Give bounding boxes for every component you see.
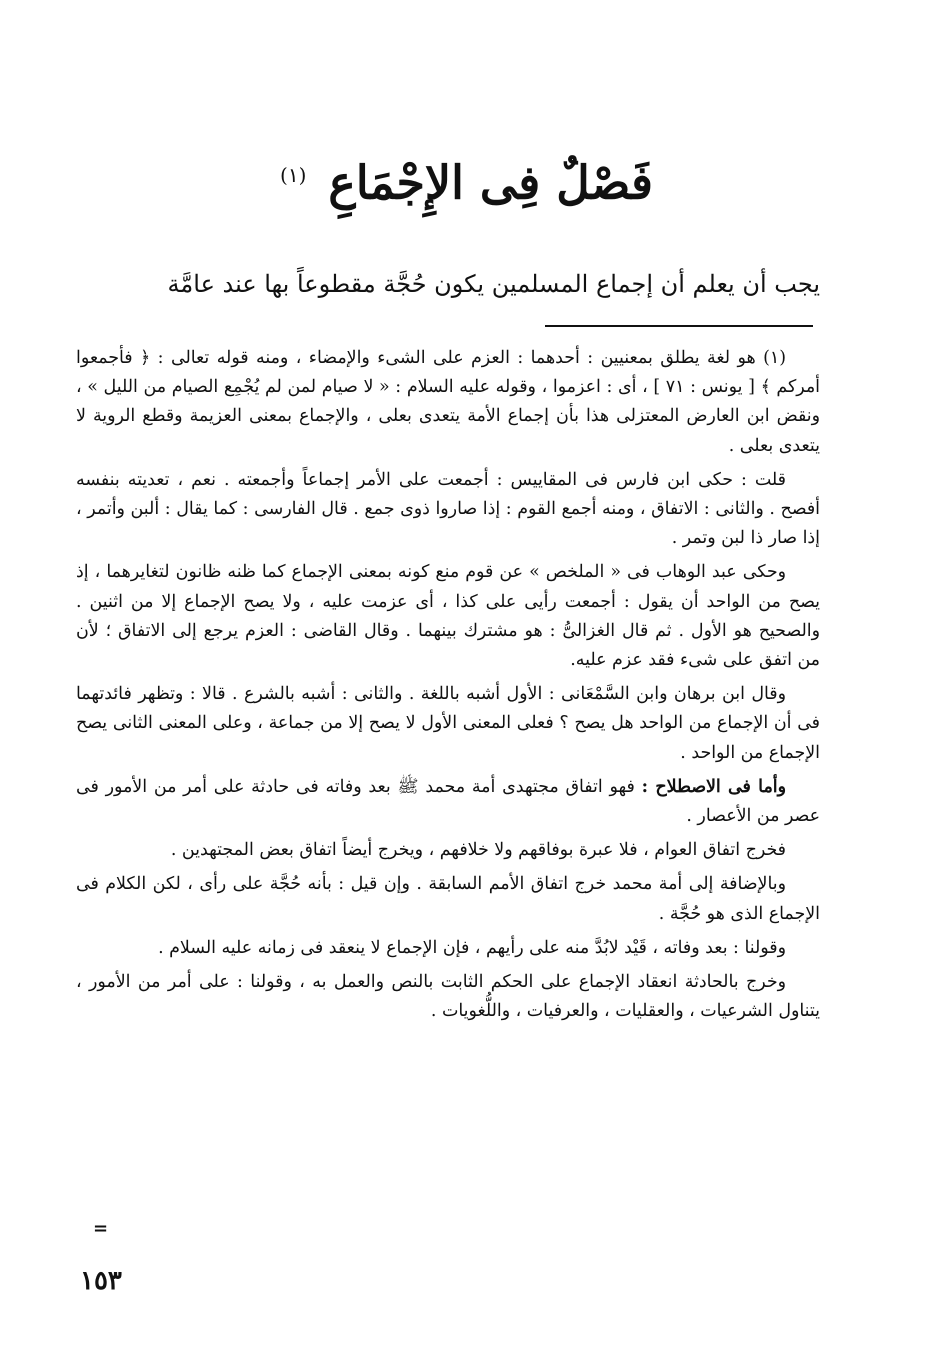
footnote-paragraph: وحكى عبد الوهاب فى « الملخص » عن قوم منع كونه بمعنى الإجماع كما ظنه ظانون لتغايرهما ، إذ يصح من الواحد أن يقول : أجمعت رأيى على كذا ، أى عزمت عليه ، ولا يصح الإجماع إلا من اثنين . والصحيح هو الأول . ثم قال الغزالىُّ : هو مشترك بينهما . وقال القاضى : العزم يرجع إلى الاتفاق ؛ لأن من اتفق على شىء فقد عزم عليه. (76, 562, 820, 671)
footnote-paragraph (76, 773, 820, 831)
section-title-text: فَصْلٌ فِى الإِجْمَاعِ (328, 155, 653, 210)
footnote-paragraph: فخرج اتفاق العوام ، فلا عبرة بوفاقهم ولا خلافهم ، ويخرج أيضاً اتفاق بعض المجتهدين . (170, 840, 786, 861)
section-title (0, 135, 933, 222)
footnote-paragraph: وخرج بالحادثة انعقاد الإجماع على الحكم الثابت بالنص والعمل به ، وقولنا : على أمر من الأمور ، يتناول الشرعيات ، والعقليات ، والعرفيات ، واللُّغويات . (76, 972, 820, 1022)
footnote-separator-rule (545, 325, 813, 327)
page-number: ١٥٣ (80, 1266, 122, 1296)
footnote-paragraph: وقولنا : بعد وفاته ، قَيْد لابُدَّ منه على رأيهم ، فإن الإجماع لا ينعقد فى زمانه عليه السلام . (158, 937, 786, 958)
footnote-paragraph: (١) هو لغة يطلق بمعنيين : أحدهما : العزم على الشىء والإمضاء ، ومنه قوله تعالى : ﴿ فأجمعوا أمركم ﴾ [ يونس : ٧١ ] ، أى : اعزموا ، وقوله عليه السلام : « لا صيام لمن لم يُجْمِع الصيام من الليل » ، ونقض ابن العارض المعتزلى هذا بأن إجماع الأمة يتعدى بعلى ، والإجماع بمعنى العزيمة وقطع الروية لا يتعدى بعلى . (76, 348, 821, 456)
title-footnote-ref: (١) (280, 163, 307, 187)
footnote-paragraph: وبالإضافة إلى أمة محمد خرج اتفاق الأمم السابقة . وإن قيل : بأنه حُجَّة على رأى ، لكن الكلام فى الإجماع الذى هو حُجَّة . (76, 874, 820, 924)
main-text-line: يجب أن يعلم أن إجماع المسلمين يكون حُجَّة مقطوعاً بها عند عامَّة (167, 270, 820, 298)
footnotes-block (76, 344, 820, 1031)
continuation-mark: = (93, 1218, 109, 1239)
footnote-term: وأما فى الاصطلاح : (641, 776, 787, 797)
footnote-paragraph-text: فهو اتفاق مجتهدى أمة محمد ﷺ بعد وفاته فى حادثة على أمر من الأمور فى عصر من الأعصار . (76, 776, 820, 827)
footnote-paragraph: قلت : حكى ابن فارس فى المقاييس : أجمعت على الأمر إجماعاً وأجمعته . نعم ، تعديته بنفسه أفصح . والثانى : الاتفاق ، ومنه أجمع القوم : إذا صاروا ذوى جمع . قال الفارسى : كما يقال : ألبن وأتمر ، إذا صار ذا لبن وتمر . (76, 469, 820, 549)
footnote-paragraph: وقال ابن برهان وابن السَّمْعَانى : الأول أشبه باللغة . والثانى : أشبه بالشرع . قالا : وتظهر فائدتهما فى أن الإجماع من الواحد هل يصح ؟ فعلى المعنى الأول لا يصح إلا من جماعة ، وعلى المعنى الثانى يصح الإجماع من الواحد . (76, 684, 820, 763)
